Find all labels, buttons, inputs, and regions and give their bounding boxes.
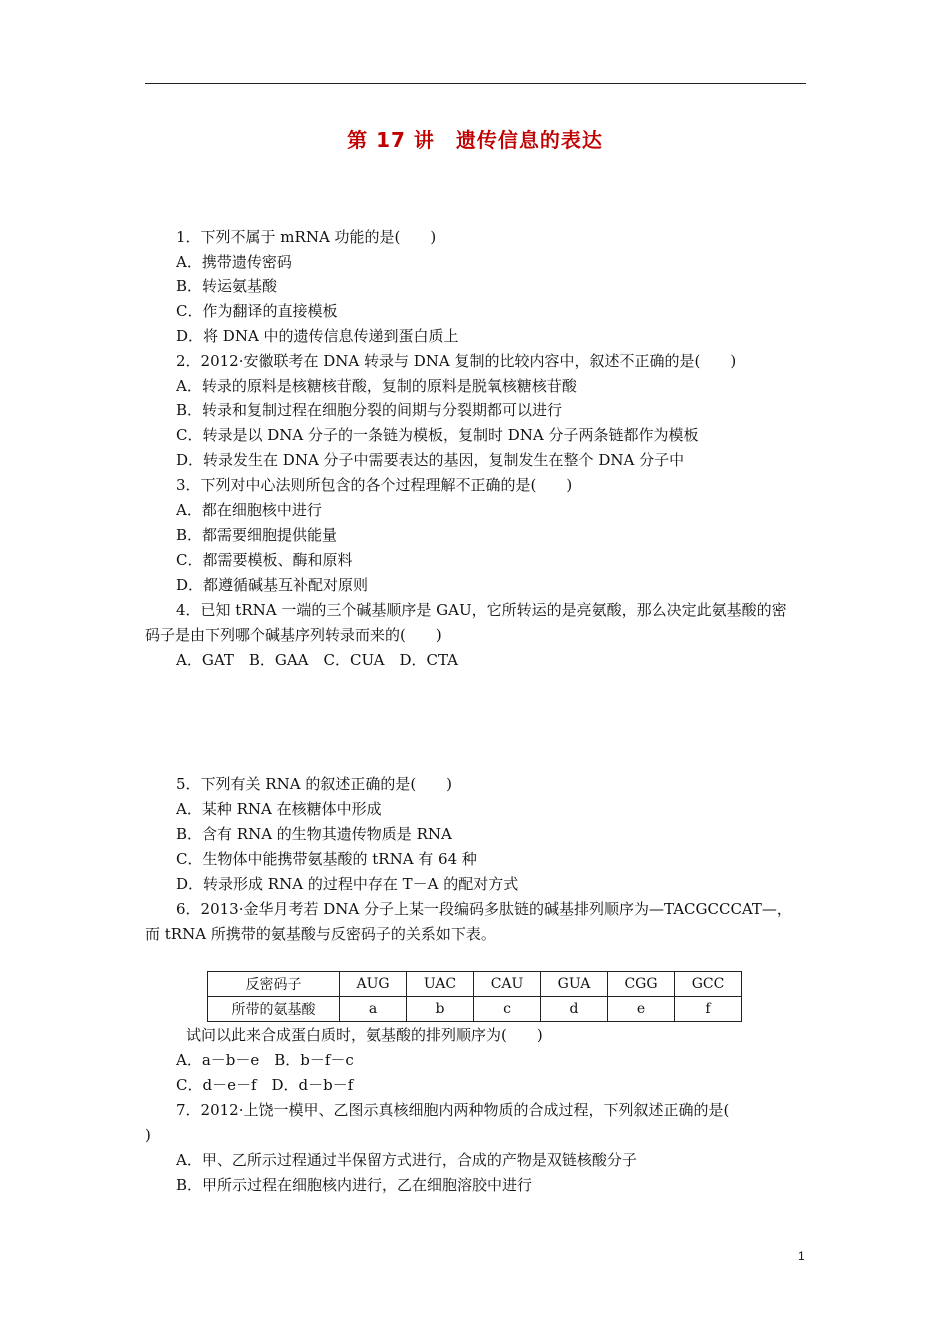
q3-stem: 3．下列对中心法则所包含的各个过程理解不正确的是( ) [176, 476, 573, 494]
q1-option-b: B．转运氨基酸 [176, 277, 278, 295]
table-cell: f [675, 997, 742, 1022]
table-row [208, 997, 742, 1022]
q3-option-d: D．都遵循碱基互补配对原则 [176, 576, 369, 594]
q2-option-b: B．转录和复制过程在细胞分裂的间期与分裂期都可以进行 [176, 401, 563, 419]
q6-stem-line2: 而 tRNA 所携带的氨基酸与反密码子的关系如下表。 [145, 925, 496, 943]
page-number: 1 [798, 1249, 805, 1263]
table-cell: GUA [541, 972, 608, 997]
q6-options-ab: A．a－b－e B．b－f－c [176, 1051, 354, 1069]
q1-option-d: D．将 DNA 中的遗传信息传递到蛋白质上 [176, 327, 459, 345]
q2-option-a: A．转录的原料是核糖核苷酸，复制的原料是脱氧核糖核苷酸 [176, 377, 577, 395]
q6-stem-line1: 6．2013·金华月考若 DNA 分子上某一段编码多肽链的碱基排列顺序为—TACGCCCAT—， [176, 900, 792, 918]
q5-option-b: B．含有 RNA 的生物其遗传物质是 RNA [176, 825, 452, 843]
q5-option-d: D．转录形成 RNA 的过程中存在 T－A 的配对方式 [176, 875, 519, 893]
q1-option-a: A．携带遗传密码 [176, 253, 292, 271]
table-cell: c [474, 997, 541, 1022]
table-cell: 所带的氨基酸 [208, 997, 340, 1022]
codon-table [207, 971, 742, 1022]
table-cell: e [608, 997, 675, 1022]
q2-option-c: C．转录是以 DNA 分子的一条链为模板，复制时 DNA 分子两条链都作为模板 [176, 426, 699, 444]
q5-option-a: A．某种 RNA 在核糖体中形成 [176, 800, 382, 818]
table-cell: a [340, 997, 407, 1022]
page-title: 第 17 讲 遗传信息的表达 [347, 128, 603, 152]
table-cell: CGG [608, 972, 675, 997]
table-cell: AUG [340, 972, 407, 997]
q7-stem-line2: ) [145, 1126, 151, 1144]
q5-stem: 5．下列有关 RNA 的叙述正确的是( ) [176, 775, 453, 793]
table-cell: b [407, 997, 474, 1022]
header-rule [145, 83, 806, 84]
table-cell: CAU [474, 972, 541, 997]
q4-options: A．GAT B．GAA C．CUA D．CTA [176, 651, 458, 669]
q4-stem-line1: 4．已知 tRNA 一端的三个碱基顺序是 GAU，它所转运的是亮氨酸，那么决定此氨基酸的密 [176, 601, 787, 619]
q6-question: 试问以此来合成蛋白质时，氨基酸的排列顺序为( ) [186, 1026, 543, 1044]
q1-stem: 1．下列不属于 mRNA 功能的是( ) [176, 228, 437, 246]
table-cell: d [541, 997, 608, 1022]
q3-option-a: A．都在细胞核中进行 [176, 501, 322, 519]
table-cell: 反密码子 [208, 972, 340, 997]
q7-stem-line1: 7．2012·上饶一模甲、乙图示真核细胞内两种物质的合成过程，下列叙述正确的是( [176, 1101, 730, 1119]
q5-option-c: C．生物体中能携带氨基酸的 tRNA 有 64 种 [176, 850, 477, 868]
q2-option-d: D．转录发生在 DNA 分子中需要表达的基因，复制发生在整个 DNA 分子中 [176, 451, 685, 469]
q6-options-cd: C．d－e－f D．d－b－f [176, 1076, 354, 1094]
table-cell: UAC [407, 972, 474, 997]
q3-option-c: C．都需要模板、酶和原料 [176, 551, 353, 569]
q1-option-c: C．作为翻译的直接模板 [176, 302, 338, 320]
q2-stem: 2．2012·安徽联考在 DNA 转录与 DNA 复制的比较内容中，叙述不正确的是( ) [176, 352, 737, 370]
table-cell: GCC [675, 972, 742, 997]
q4-stem-line2: 码子是由下列哪个碱基序列转录而来的( ) [145, 626, 442, 644]
q7-option-b: B．甲所示过程在细胞核内进行，乙在细胞溶胶中进行 [176, 1176, 533, 1194]
q3-option-b: B．都需要细胞提供能量 [176, 526, 338, 544]
table-row [208, 972, 742, 997]
q7-option-a: A．甲、乙所示过程通过半保留方式进行，合成的产物是双链核酸分子 [176, 1151, 637, 1169]
